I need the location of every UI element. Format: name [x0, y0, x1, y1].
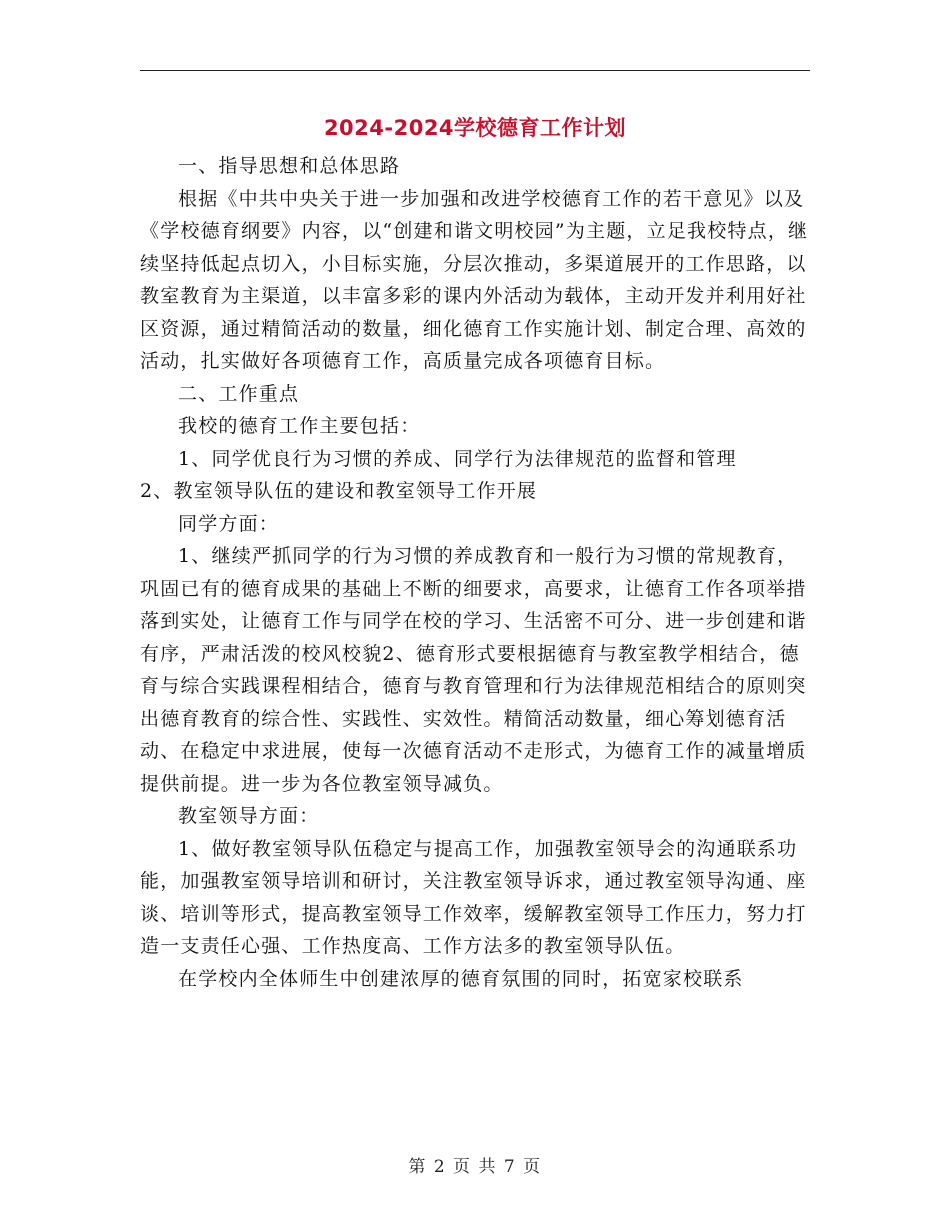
paragraph-students: 1、继续严抓同学的行为习惯的养成教育和一般行为习惯的常规教育，巩固已有的德育成果的基础上不断的细要求，高要求，让德育工作各项举措落到实处，让德育工作与同学在校的学习、生活密不可分、进一步创建和谐有序，严肃活泼的校风校貌2、德育形式要根据德育与教室教学相结合，德育与综合实践课程相结合，德育与教育管理和行为法律规范相结合的原则突出德育教育的综合性、实践性、实效性。精简活动数量，细心筹划德育活动、在稳定中求进展，使每一次德育活动不走形式，为德育工作的减量增质提供前提。进一步为各位教室领导减负。 [140, 545, 807, 795]
paragraph-classroom-leaders: 1、做好教室领导队伍稳定与提高工作，加强教室领导会的沟通联系功能，加强教室领导培训和研讨，关注教室领导诉求，通过教室领导沟通、座谈、培训等形式，提高教室领导工作效率，缓解教室领导工作压力，努力打造一支责任心强、工作热度高、工作方法多的教室领导队伍。 [140, 837, 807, 957]
section-heading-work-focus: 二、工作重点 [178, 382, 300, 405]
paragraph-guiding-thought: 根据《中共中央关于进一步加强和改进学校德育工作的若干意见》以及《学校德育纲要》内容，以“创建和谐文明校园”为主题，立足我校特点，继续坚持低起点切入，小目标实施，分层次推动，多渠道展开的工作思路，以教室教育为主渠道，以丰富多彩的课内外活动为载体，主动开发并利用好社区资源，通过精简活动的数量，细化德育工作实施计划、制定合理、高效的活动，扎实做好各项德育工作，高质量完成各项德育目标。 [140, 187, 809, 372]
list-item-1: 1、同学优良行为习惯的养成、同学行为法律规范的监督和管理 [178, 447, 737, 470]
subheading-students: 同学方面： [178, 512, 280, 535]
list-item-2: 2、教室领导队伍的建设和教室领导工作开展 [140, 480, 538, 502]
page-number: 第 2 页 共 7 页 [408, 1157, 542, 1177]
document-body [140, 150, 812, 995]
header-rule [140, 70, 810, 71]
section-heading-guiding-thought: 一、指导思想和总体思路 [178, 155, 401, 177]
document-title: 2024-2024学校德育工作计划 [323, 116, 627, 140]
subheading-classroom-leaders: 教室领导方面： [178, 805, 320, 827]
paragraph-school-atmosphere: 在学校内全体师生中创建浓厚的德育氛围的同时，拓宽家校联系 [178, 967, 744, 990]
paragraph-work-intro: 我校的德育工作主要包括： [178, 415, 421, 437]
